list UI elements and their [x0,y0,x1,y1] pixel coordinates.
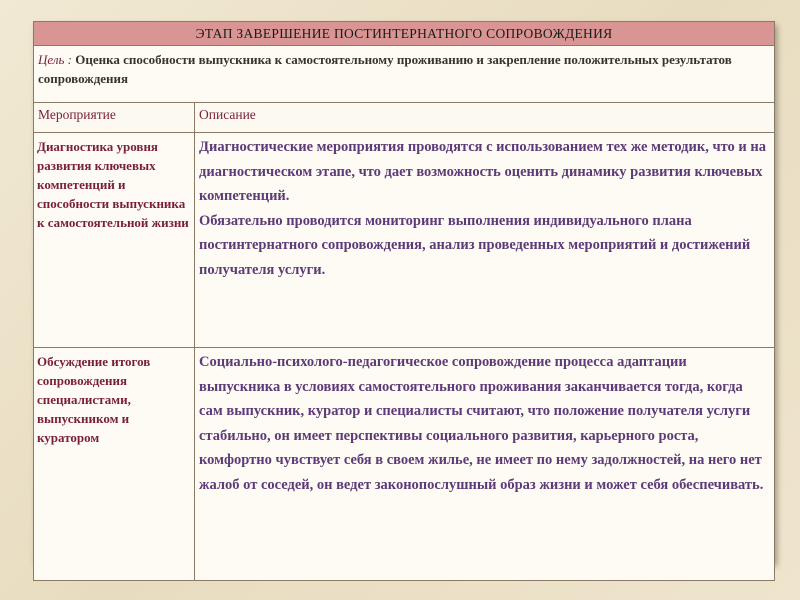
column-header-description: Описание [195,103,775,133]
table-title: ЭТАП ЗАВЕРШЕНИЕ ПОСТИНТЕРНАТНОГО СОПРОВОЖДЕНИЯ [34,22,775,46]
description-cell [195,348,775,581]
goal-prefix: Цель : [38,52,72,67]
stage-table-container [33,21,774,562]
goal-cell [34,46,775,103]
description-cell [195,133,775,348]
table-row [34,348,775,581]
description-paragraph: Социально-психолого-педагогическое сопровождение процесса адаптации выпускника в условиях самостоятельного проживания заканчивается тогда, когда сам выпускник, куратор и специалисты считают, что положение получателя услуги стабильно, он имеет перспективы социального развития, карьерного роста, комфортно чувствует себя в своем жилье, не имеет по нему задолжностей, на него нет жалоб от соседей, он ведет законопослушный образ жизни и может себя обеспечивать. [199,354,764,493]
table-row [34,133,775,348]
description-paragraph: Обязательно проводится мониторинг выполнения индивидуального плана постинтернатного сопровождения, анализ проведенных мероприятий и достижений получателя услуги. [199,212,751,278]
goal-text: Оценка способности выпускника к самостоятельному проживанию и закрепление положительных результатов сопровождения [38,52,732,86]
description-paragraph: Диагностические мероприятия проводятся с использованием тех же методик, что и на диагностическом этапе, что дает возможность оценить динамику развития ключевых компетенций. [199,139,767,204]
column-header-activity: Мероприятие [34,103,195,133]
stage-table [33,21,775,581]
activity-cell: Обсуждение итогов сопровождения специалистами, выпускником и куратором [34,348,195,581]
activity-cell: Диагностика уровня развития ключевых компетенций и способности выпускника к самостоятельной жизни [34,133,195,348]
